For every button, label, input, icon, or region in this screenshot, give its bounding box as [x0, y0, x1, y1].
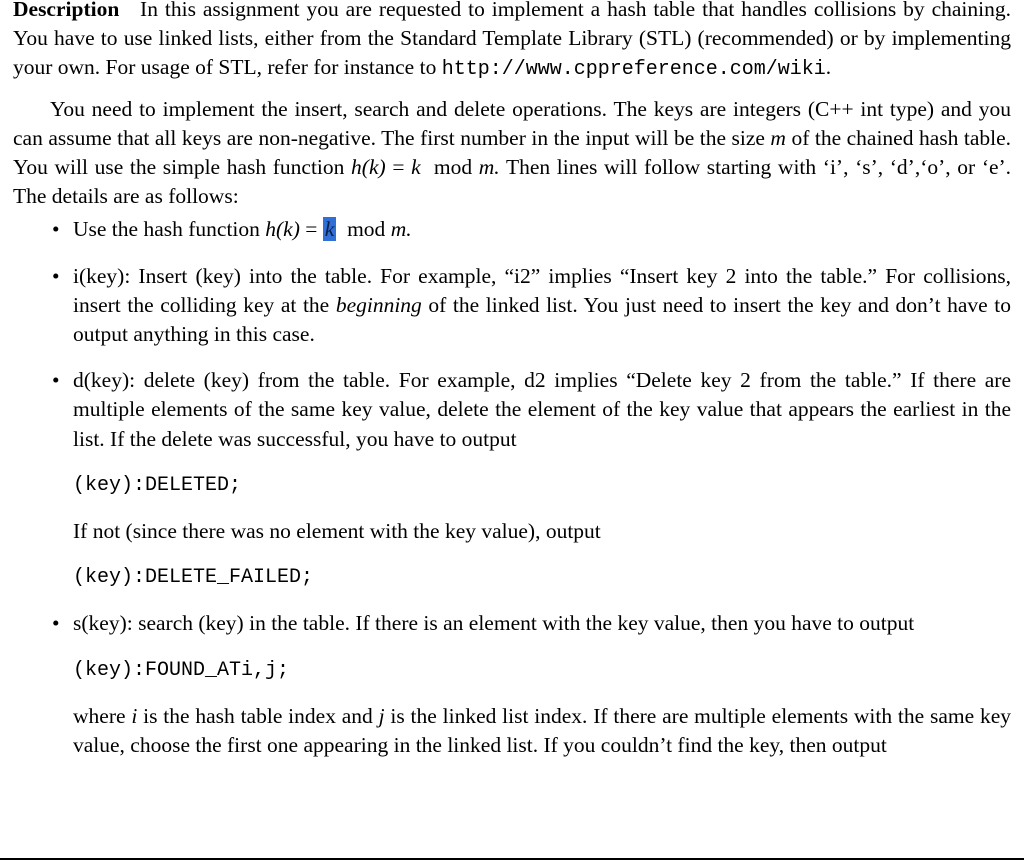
list-item-hash-function	[13, 215, 1011, 244]
bullet-delete-text	[73, 366, 1011, 592]
hash-fn-lhs: h(k)	[351, 155, 386, 180]
bullet-hash-lhs: h(k)	[265, 217, 300, 242]
insert-text-1: i(key): Insert (key) into the table. For example, “i2” implies “Insert key 2 into the table.” For collisions, insert the colliding key at the	[73, 263, 1011, 317]
operations-text-2: of the chained hash table. You will use the simple hash function	[13, 125, 1012, 180]
list-item-delete	[13, 366, 1011, 592]
bullet-icon: •	[52, 611, 60, 636]
description-text: In this assignment you are requested to implement a hash table that handles collisions by chaining. You have to use linked lists, either from the Standard Template Library (STL) (recommended) or by implementing your own. For usage of STL, refer for instance to	[13, 0, 1011, 80]
description-heading: Description	[13, 0, 120, 21]
bullet-hash-label: Use the hash function	[73, 217, 260, 242]
list-item-insert	[13, 262, 1011, 350]
insert-emphasis: beginning	[335, 292, 422, 317]
bullet-icon: •	[52, 263, 60, 288]
bullet-insert-text	[73, 262, 1011, 350]
description-paragraph	[13, 0, 1011, 85]
search-text-end: is the linked list index. If there are multiple elements with the same key value, choose the first one appearing in the linked list. If you couldn’t find the key, then output	[73, 703, 1012, 758]
selected-k-highlight[interactable]: k	[324, 217, 335, 242]
search-var-j: j	[378, 703, 385, 728]
operations-text-1: You need to implement the insert, search and delete operations. The keys are integers (C++ int type) and you can assume that all keys are non-negative. The first number in the input will be the size	[13, 96, 1011, 150]
deleted-output-code: (key):DELETED;	[73, 473, 242, 497]
operations-text-3: Then lines will follow starting with ‘i’, ‘s’, ‘d’,‘o’, or ‘e’. The details are as follows:	[13, 155, 1012, 209]
insert-text-2: of the linked list. You just need to insert the key and don’t have to output anything in this case.	[73, 292, 1012, 347]
bullet-hash-mod: mod	[347, 217, 386, 242]
bullet-hash-text	[73, 215, 1011, 244]
bullet-search-text	[73, 609, 1011, 760]
cppreference-url: http://www.cppreference.com/wiki	[441, 58, 826, 82]
hash-fn-mod: mod	[433, 155, 473, 180]
bullet-icon: •	[52, 217, 60, 242]
search-where: where	[73, 703, 126, 728]
bullet-hash-m: m.	[390, 217, 412, 242]
found-at-output-code: (key):FOUND_ATi,j;	[73, 658, 290, 682]
table-size-var: m	[770, 125, 786, 150]
delete-text-1: d(key): delete (key) from the table. For example, d2 implies “Delete key 2 from the table.” If there are multiple elements of the same key value, delete the element of the key value that appears the earliest in the list. If the delete was successful, you have to output	[73, 368, 1011, 451]
search-text-2	[73, 702, 1011, 760]
hash-fn-k: k	[411, 155, 421, 180]
assignment-page	[13, 0, 1011, 777]
search-text-index: is the hash table index and	[143, 703, 373, 728]
operations-paragraph	[13, 95, 1011, 212]
delete-text-2: If not (since there was no element with the key value), output	[73, 519, 601, 544]
delete-failed-output-code: (key):DELETE_FAILED;	[73, 566, 314, 590]
hash-fn-eq: =	[392, 155, 405, 180]
bullet-icon: •	[52, 368, 60, 393]
bullet-hash-eq: =	[305, 217, 318, 242]
search-text-1: s(key): search (key) in the table. If there is an element with the key value, then you have to output	[73, 611, 915, 636]
list-item-search	[13, 609, 1011, 760]
search-var-i: i	[131, 703, 138, 728]
hash-fn-m: m.	[478, 155, 500, 180]
operation-list	[13, 215, 1011, 760]
description-end: .	[825, 55, 832, 80]
